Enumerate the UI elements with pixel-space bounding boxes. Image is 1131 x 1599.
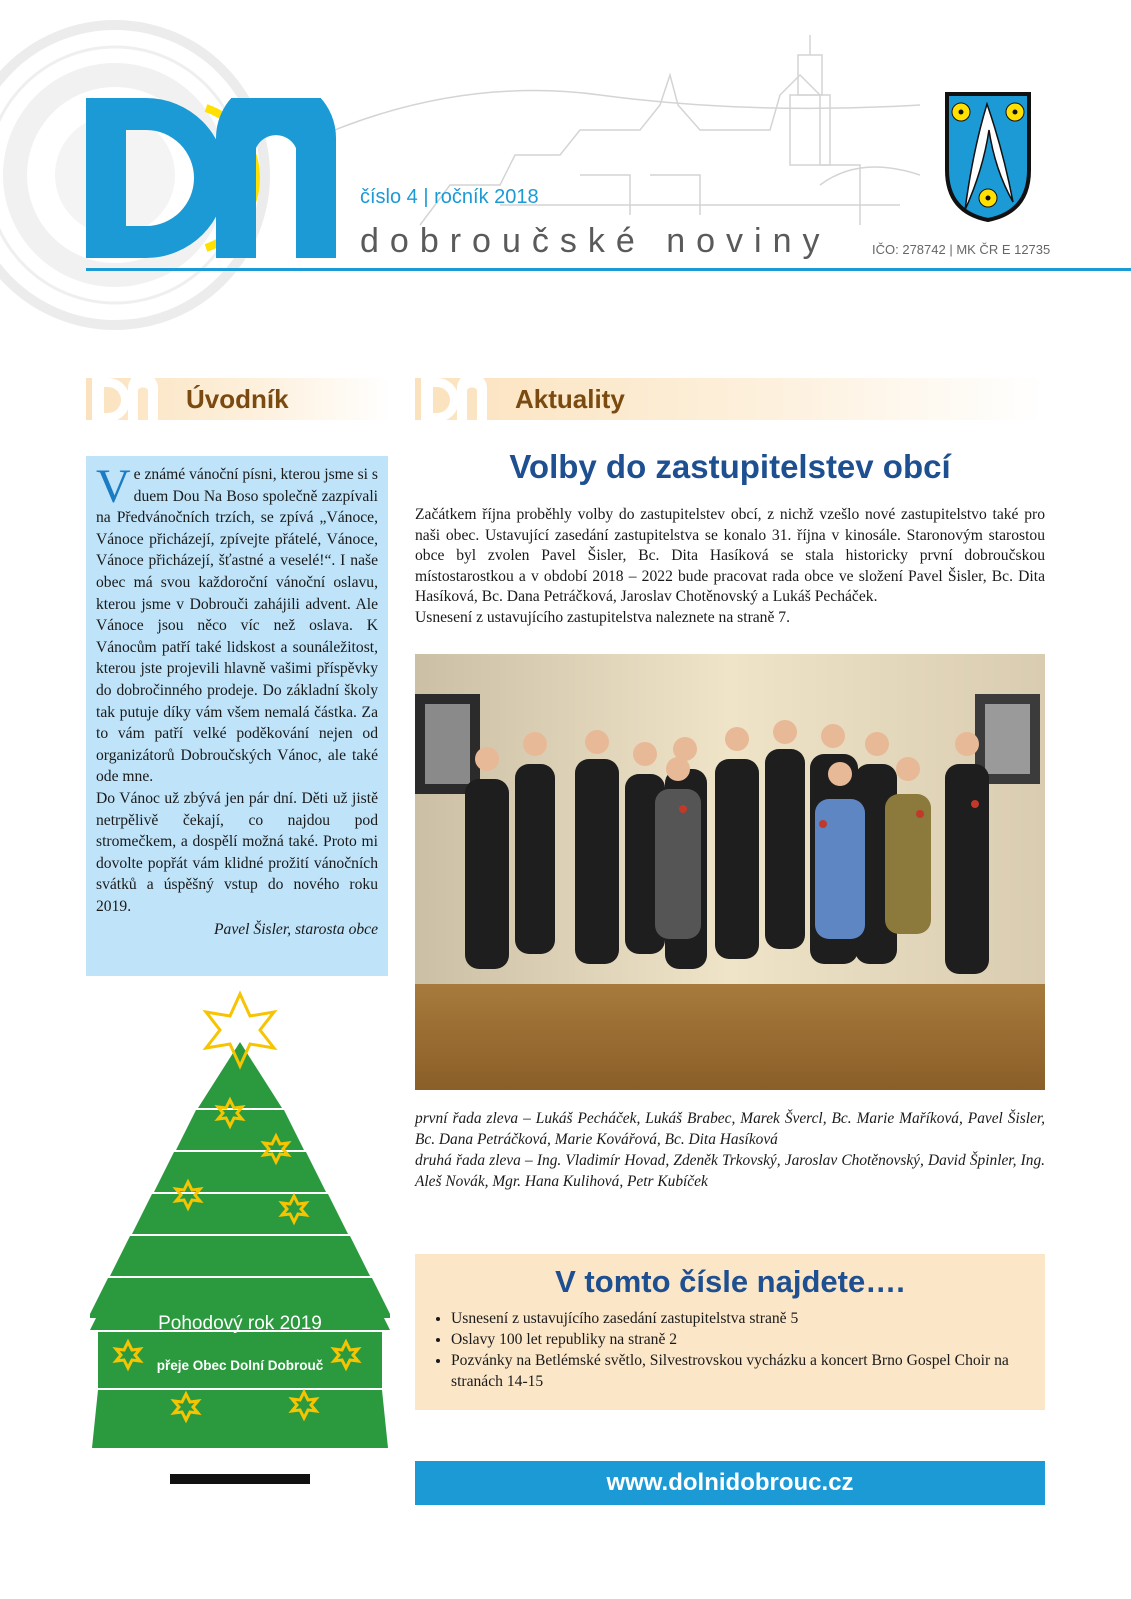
tree-greeting-subtitle: přeje Obec Dolní Dobrouč	[156, 1358, 324, 1373]
caption-back-row: druhá řada zleva – Ing. Vladimír Hovad, Zdeněk Trkovský, Jaroslav Chotěnovský, David Špinler, Ing. Aleš Novák, Mgr. Hana Kulihová, Petr Kubíček	[415, 1152, 1045, 1190]
article-lead-reference: Usnesení z ustavujícího zastupitelstva naleznete na straně 7.	[415, 608, 790, 626]
registration-info: IČO: 278742 | MK ČR E 12735	[872, 242, 1051, 257]
issue-number: číslo 4 | ročník 2018	[360, 186, 539, 208]
section-banner-news	[415, 378, 1045, 420]
section-banner-editorial	[86, 378, 392, 420]
tree-greeting-title: Pohodový rok 2019	[158, 1313, 322, 1334]
list-item: • Pozvánky na Betlémské světlo, Silvestrovskou vycházku a koncert Brno Gospel Choir na stranách 14-15	[451, 1350, 1025, 1392]
council-group-photo	[415, 654, 1045, 1090]
in-this-issue-list	[435, 1308, 1025, 1392]
municipal-coat-of-arms	[943, 90, 1033, 224]
editorial-signature: Pavel Šisler, starosta obce	[214, 921, 378, 939]
section-title-news: Aktuality	[515, 384, 625, 414]
header-rule	[86, 268, 1131, 271]
list-item: • Usnesení z ustavujícího zasedání zastupitelstva straně 5	[451, 1308, 1025, 1329]
editorial-box	[86, 456, 388, 976]
caption-front-row: první řada zleva – Lukáš Pecháček, Lukáš Brabec, Marek Švercl, Bc. Marie Maříková, Pavel Šisler, Bc. Dana Petráčková, Marie Kovářová, Bc. Dita Hasíková	[415, 1110, 1045, 1148]
christmas-tree-graphic	[90, 990, 390, 1500]
dn-masthead-logo	[86, 98, 336, 258]
photo-caption	[415, 1108, 1045, 1192]
newspaper-name: dobroučské noviny	[360, 222, 831, 260]
article-lead	[415, 505, 1045, 629]
in-this-issue-box	[415, 1254, 1045, 1410]
website-link[interactable]: www.dolnidobrouc.cz	[415, 1461, 1045, 1505]
list-item: • Oslavy 100 let republiky na straně 2	[451, 1329, 1025, 1350]
dn-section-icon	[421, 376, 487, 422]
editorial-paragraph-1: Ve známé vánoční písni, kterou jsme si s duem Dou Na Boso společně zazpívali na Předvánočních trzích, se zpívá „Vánoce, Vánoce přicházejí, zpívejte přátelé, Vánoce, Vánoce přicházejí, šťastné a veselé!“. I naše obec má svou každoroční vánoční oslavu, kterou jsme v Dobrouči zahájili advent. Ale Vánoce jsou něco víc než oslava. K Vánocům patří také lidskost a sounáležitost, kterou jste projevili hlavně vašimi příspěvky do dobročinného prodeje. Do základní školy tak putuje díky vám všem nemalá částka. Za to vám patří velké poděkování nejen od organizátorů Dobroučských Vánoc, ale také ode mne.	[96, 460, 378, 786]
in-this-issue-title: V tomto čísle najdete….	[555, 1264, 905, 1299]
editorial-paragraph-2: Do Vánoc už zbývá jen pár dní. Děti už jistě netrpělivě čekají, co najdou pod stromečkem, a dospělí možná také. Proto mi dovolte popřát vám klidné prožití vánočních svátků a úspěšný vstup do nového roku 2019.	[96, 789, 378, 915]
section-title-editorial: Úvodník	[186, 384, 289, 414]
drop-cap: V	[96, 460, 131, 513]
dn-section-icon	[92, 376, 158, 422]
article-headline: Volby do zastupitelstev obcí	[509, 448, 951, 485]
article-lead-paragraph: Začátkem října proběhly volby do zastupitelstev obcí, z nichž vzešlo nové zastupitelstvo také pro naši obec. Ustavující zasedání zastupitelstva se konalo 31. října v kinosále. Staronovým starostou obce byl zvolen Pavel Šisler, Bc. Dita Hasíková se stala historicky první dobroučskou místostarostkou a v období 2018 – 2022 bude pracovat rada obce ve složení Pavel Šisler, Bc. Dita Hasíková, Bc. Dana Petráčková, Jaroslav Chotěnovský a Lukáš Pecháček.	[415, 506, 1045, 606]
